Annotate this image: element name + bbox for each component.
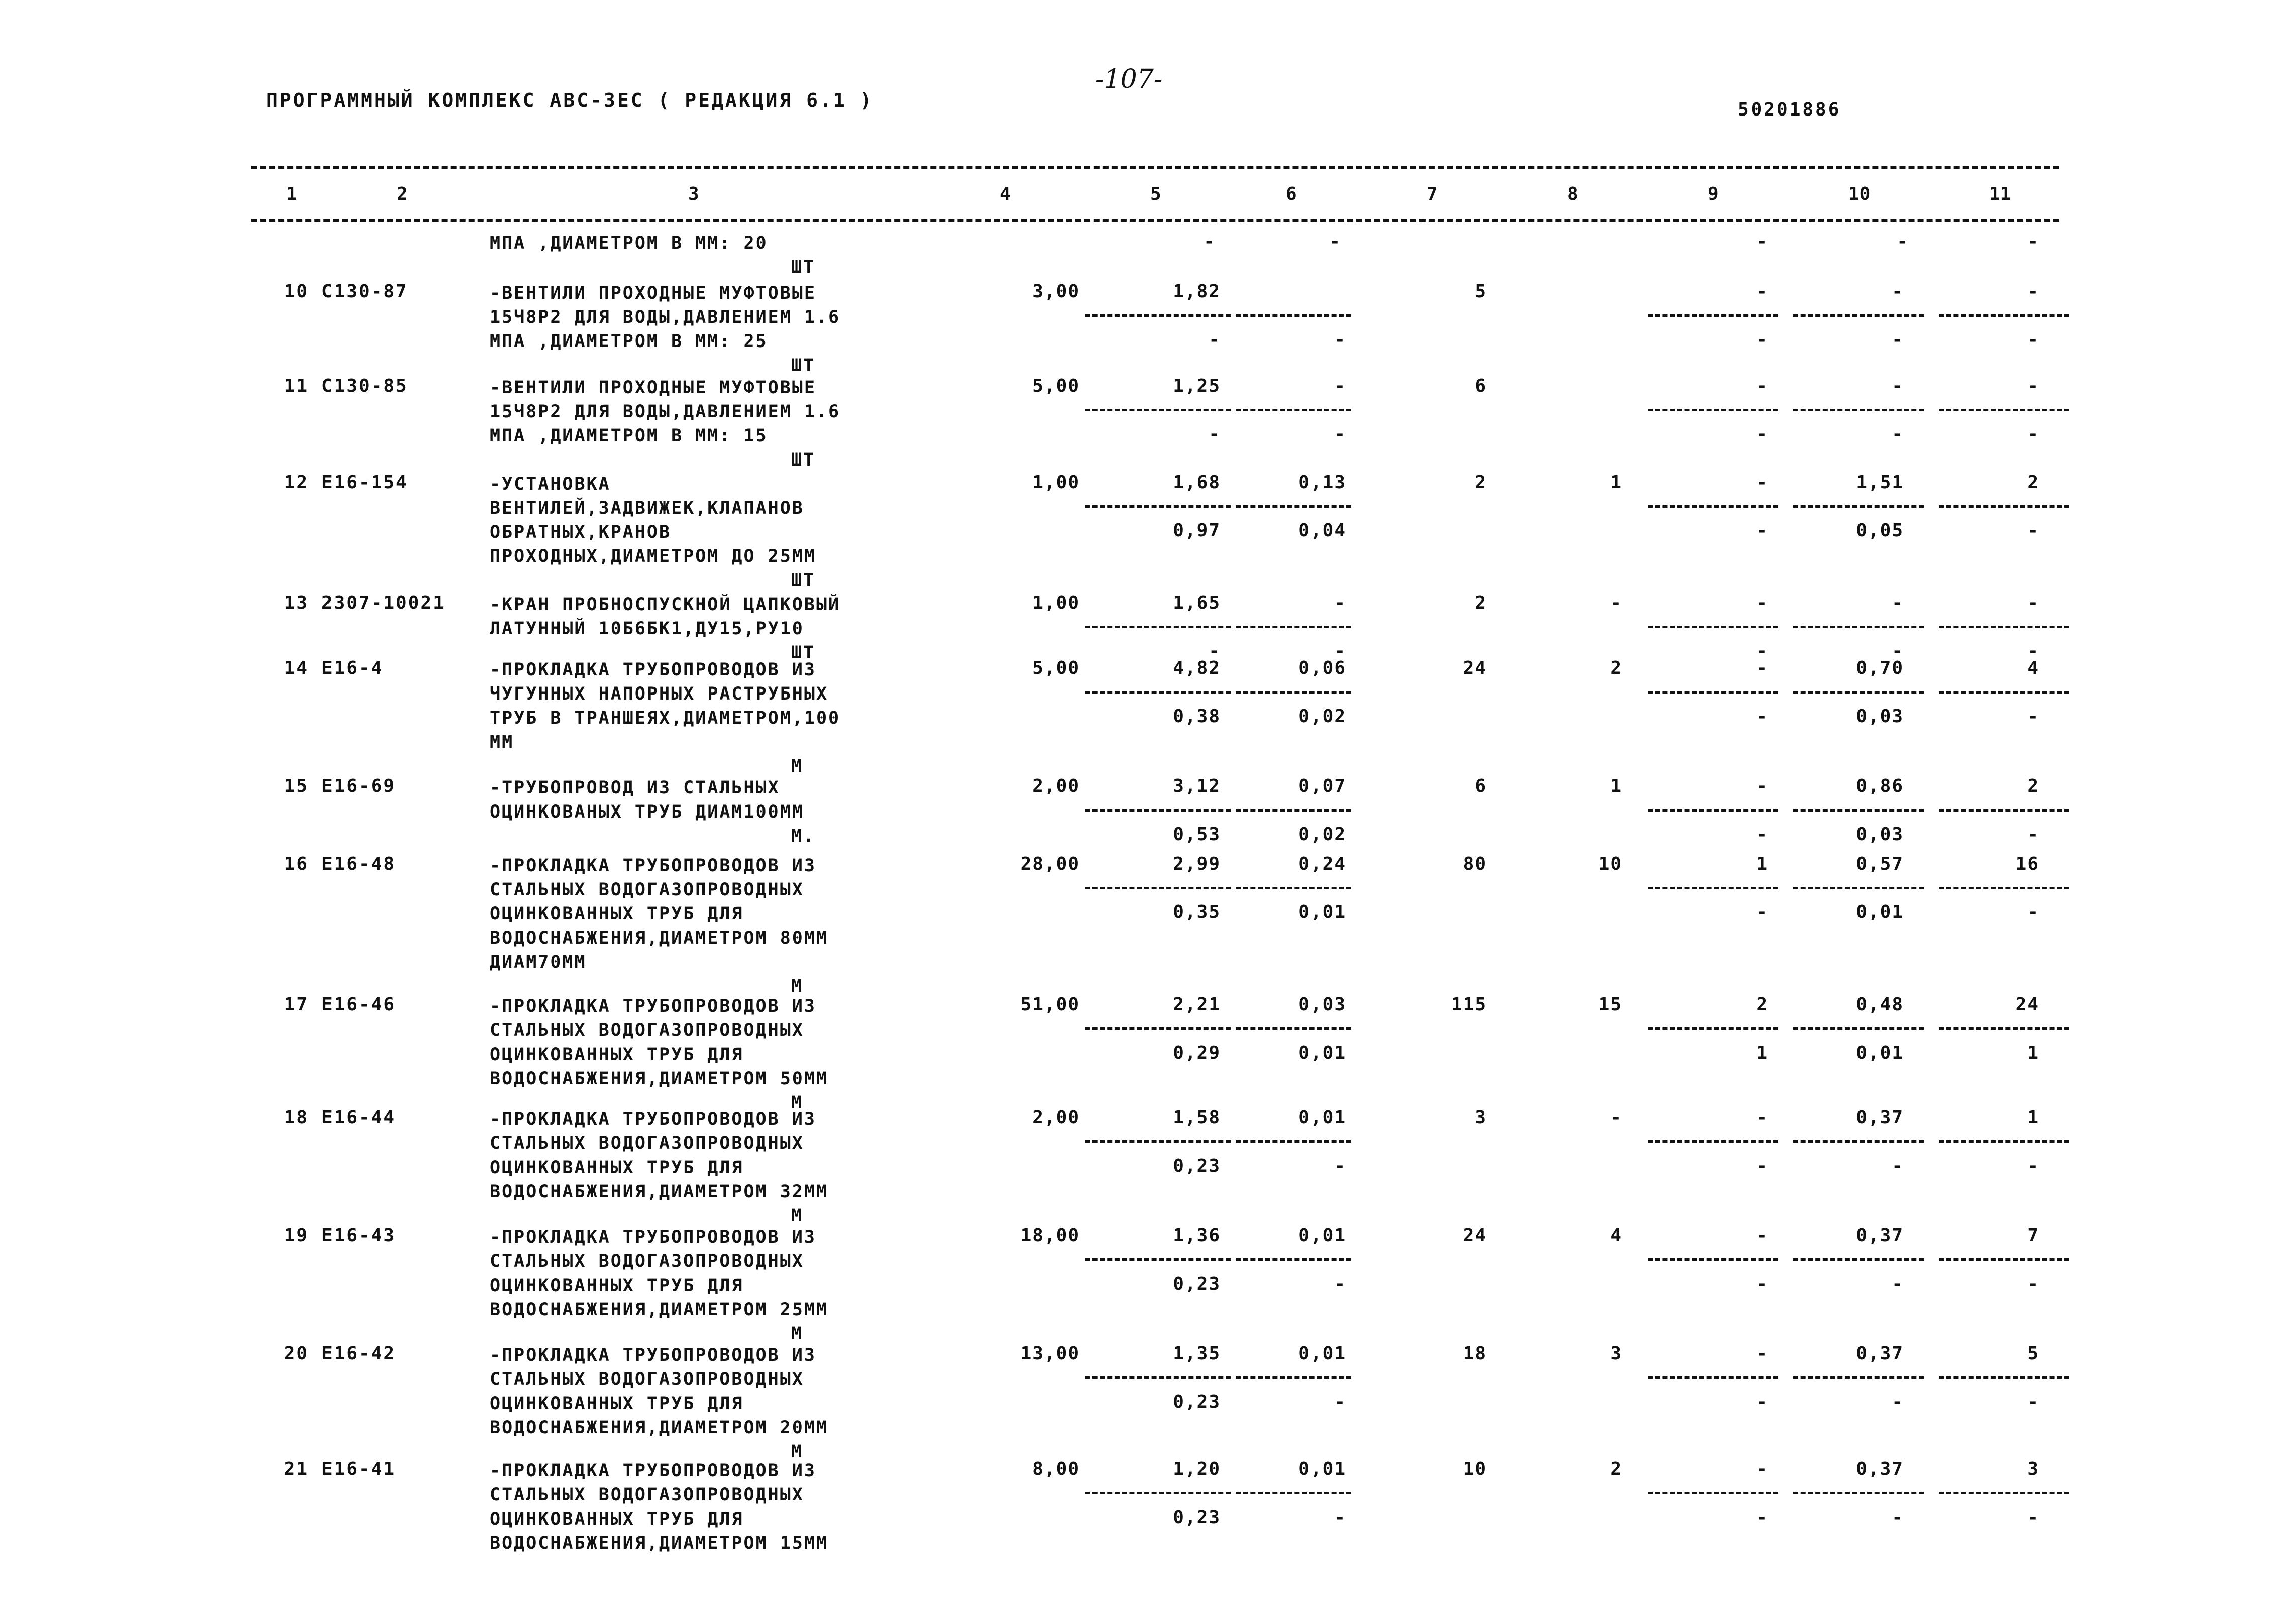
unit-cost-total: 1,65 [1173,593,1221,613]
continued-c9: - [1756,231,1768,252]
col9-upper: 1 [1756,854,1768,874]
wage-total: 1 [1610,776,1622,796]
wage-total: 15 [1598,994,1622,1015]
unit-cost-total: 3,12 [1173,776,1221,796]
col9-upper: - [1756,281,1768,302]
wage-total: 4 [1610,1225,1622,1246]
quantity: 18,00 [1020,1225,1080,1246]
work-description-text: -ПРОКЛАДКА ТРУБОПРОВОДОВ ИЗ СТАЛЬНЫХ ВОДОГАЗОПРОВОДНЫХ ОЦИНКОВАННЫХ ТРУБ ДЛЯ ВОДОСНАБЖЕНИЯ,ДИАМЕТРОМ 15ММ [490,1461,829,1553]
unit-cost-wage: - [1209,329,1221,350]
total-cost: 2 [1475,472,1487,493]
quantity: 5,00 [1032,658,1080,678]
col9-upper: - [1756,1459,1768,1479]
unit-cost-machine: 0,06 [1298,658,1346,678]
work-description-text: -ВЕНТИЛИ ПРОХОДНЫЕ МУФТОВЫЕ 15Ч8Р2 ДЛЯ ВОДЫ,ДАВЛЕНИЕМ 1.6 МПА ,ДИАМЕТРОМ В ММ: 25 [490,283,841,352]
unit-cost-machine: 0,03 [1298,994,1346,1015]
value-separator [1939,809,2069,812]
col9-lower: - [1756,824,1768,845]
labor-per-unit: - [1892,281,1904,302]
col-header-9: 9 [1708,184,1719,204]
col9-lower: - [1756,520,1768,541]
value-separator [1793,809,1924,812]
unit-cost-total: 2,99 [1173,854,1221,874]
unit-of-measure: М [791,976,804,996]
value-separator [1793,1027,1924,1030]
labor-per-unit-lower: - [1892,641,1904,661]
top-rule [251,166,2059,169]
value-separator [1085,1258,1231,1261]
col9-upper: - [1756,1343,1768,1364]
total-cost: 2 [1475,593,1487,613]
work-description-text: -КРАН ПРОБНОСПУСКНОЙ ЦАПКОВЫЙ ЛАТУННЫЙ 10Б6БК1,ДУ15,РУ10 [490,595,841,639]
value-separator [1085,314,1231,317]
wage-total: 3 [1610,1343,1622,1364]
unit-cost-machine-wage: - [1334,1274,1346,1294]
value-separator [1236,1492,1351,1494]
labor-total-lower: - [2027,424,2039,444]
col-header-2: 2 [397,184,408,204]
value-separator [1648,505,1778,508]
work-description-text: -ПРОКЛАДКА ТРУБОПРОВОДОВ ИЗ СТАЛЬНЫХ ВОДОГАЗОПРОВОДНЫХ ОЦИНКОВАННЫХ ТРУБ ДЛЯ ВОДОСНАБЖЕНИЯ,ДИАМЕТРОМ 32ММ [490,1109,829,1202]
unit-of-measure: ШТ [791,356,816,376]
labor-total-lower: 1 [2027,1043,2039,1063]
unit-cost-machine-wage: 0,02 [1298,706,1346,727]
unit-cost-machine-wage: - [1334,424,1346,444]
row-number: 21 [284,1459,309,1479]
work-description-text: -ПРОКЛАДКА ТРУБОПРОВОДОВ ИЗ СТАЛЬНЫХ ВОДОГАЗОПРОВОДНЫХ ОЦИНКОВАННЫХ ТРУБ ДЛЯ ВОДОСНАБЖЕНИЯ,ДИАМЕТРОМ 50ММ [490,996,829,1089]
total-cost: 24 [1463,1225,1487,1246]
work-description [490,1107,828,1228]
value-separator [1793,1258,1924,1261]
unit-cost-machine-wage: 0,02 [1298,824,1346,845]
value-separator [1939,1376,2069,1379]
value-separator [1793,314,1924,317]
unit-cost-wage: 0,38 [1173,706,1221,727]
labor-per-unit-lower: - [1892,1392,1904,1412]
total-cost: 5 [1475,281,1487,302]
unit-cost-wage: 0,29 [1173,1043,1221,1063]
unit-cost-total: 1,82 [1173,281,1221,302]
labor-per-unit: - [1892,376,1904,396]
total-cost: 6 [1475,376,1487,396]
value-separator [1939,1492,2069,1494]
unit-of-measure: М [791,1206,804,1226]
labor-per-unit: 0,37 [1856,1343,1904,1364]
rate-code: Е16-44 [321,1107,396,1128]
unit-cost-machine: 0,24 [1298,854,1346,874]
rate-code: Е16-154 [321,472,408,493]
labor-total-lower: - [2027,706,2039,727]
quantity: 13,00 [1020,1343,1080,1364]
total-cost: 3 [1475,1107,1487,1128]
work-description-text: -ПРОКЛАДКА ТРУБОПРОВОДОВ ИЗ СТАЛЬНЫХ ВОДОГАЗОПРОВОДНЫХ ОЦИНКОВАННЫХ ТРУБ ДЛЯ ВОДОСНАБЖЕНИЯ,ДИАМЕТРОМ 80ММ ДИАМ70ММ [490,856,829,972]
unit-cost-total: 1,25 [1173,376,1221,396]
continued-c11: - [2027,231,2039,252]
col9-upper: - [1756,1107,1768,1128]
unit-of-measure: М [791,756,804,776]
total-cost: 115 [1451,994,1487,1015]
labor-per-unit: 0,37 [1856,1107,1904,1128]
unit-cost-machine-wage: - [1334,329,1346,350]
row-number: 16 [284,854,309,874]
value-separator [1939,691,2069,694]
labor-per-unit-lower: 0,01 [1856,1043,1904,1063]
total-cost: 18 [1463,1343,1487,1364]
total-cost: 6 [1475,776,1487,796]
unit-cost-wage: 0,23 [1173,1507,1221,1528]
unit-cost-wage: 0,35 [1173,902,1221,922]
work-description [490,994,828,1115]
col9-upper: - [1756,376,1768,396]
labor-total-lower: - [2027,329,2039,350]
rate-code: Е16-46 [321,994,396,1015]
unit-cost-machine-wage: 0,01 [1298,1043,1346,1063]
value-separator [1648,1140,1778,1143]
col-header-7: 7 [1427,184,1438,204]
unit-cost-machine: 0,01 [1298,1107,1346,1128]
value-separator [1085,1140,1231,1143]
value-separator [1085,887,1231,889]
value-separator [1793,626,1924,628]
row-number: 17 [284,994,309,1015]
value-separator [1793,691,1924,694]
labor-total: 4 [2027,658,2039,678]
labor-total: 16 [2015,854,2039,874]
value-separator [1648,1492,1778,1494]
unit-cost-machine-wage: - [1334,1392,1346,1412]
wage-total: 2 [1610,658,1622,678]
quantity: 2,00 [1032,1107,1080,1128]
value-separator [1236,409,1351,411]
work-description-text: -ПРОКЛАДКА ТРУБОПРОВОДОВ ИЗ СТАЛЬНЫХ ВОДОГАЗОПРОВОДНЫХ ОЦИНКОВАННЫХ ТРУБ ДЛЯ ВОДОСНАБЖЕНИЯ,ДИАМЕТРОМ 20ММ [490,1345,829,1438]
labor-total-lower: - [2027,1507,2039,1528]
row-number: 15 [284,776,309,796]
labor-per-unit: 0,37 [1856,1459,1904,1479]
unit-cost-total: 1,20 [1173,1459,1221,1479]
unit-cost-total: 1,35 [1173,1343,1221,1364]
quantity: 51,00 [1020,994,1080,1015]
column-header-row [0,184,2296,214]
unit-of-measure: М. [791,826,816,846]
value-separator [1085,1376,1231,1379]
labor-total-lower: - [2027,1274,2039,1294]
row-number: 10 [284,281,309,302]
value-separator [1648,626,1778,628]
unit-cost-wage: 0,23 [1173,1274,1221,1294]
labor-total: - [2027,376,2039,396]
quantity: 2,00 [1032,776,1080,796]
col9-lower: - [1756,706,1768,727]
row-number: 19 [284,1225,309,1246]
value-separator [1648,887,1778,889]
labor-per-unit: 0,48 [1856,994,1904,1015]
quantity: 8,00 [1032,1459,1080,1479]
labor-per-unit: - [1892,593,1904,613]
value-separator [1939,887,2069,889]
row-number: 18 [284,1107,309,1128]
labor-per-unit-lower: - [1892,1507,1904,1528]
value-separator [1939,1140,2069,1143]
col9-lower: - [1756,1392,1768,1412]
rate-code: Е16-42 [321,1343,396,1364]
continued-unit: ШТ [791,257,816,277]
unit-of-measure: М [791,1093,804,1113]
rate-code: Е16-48 [321,854,396,874]
labor-total: 2 [2027,776,2039,796]
unit-of-measure: М [791,1324,804,1344]
work-description [490,1225,828,1346]
col-header-3: 3 [688,184,699,204]
labor-total-lower: - [2027,1156,2039,1176]
labor-per-unit-lower: - [1892,1156,1904,1176]
work-description [490,376,840,472]
labor-per-unit-lower: 0,05 [1856,520,1904,541]
unit-cost-total: 4,82 [1173,658,1221,678]
labor-total: 7 [2027,1225,2039,1246]
col-header-11: 11 [1989,184,2011,204]
wage-total: - [1610,593,1622,613]
labor-per-unit-lower: - [1892,424,1904,444]
value-separator [1793,409,1924,411]
unit-cost-machine: 0,01 [1298,1225,1346,1246]
rate-code: Е16-4 [321,658,384,678]
value-separator [1939,626,2069,628]
total-cost: 80 [1463,854,1487,874]
value-separator [1085,409,1231,411]
unit-cost-machine: 0,01 [1298,1343,1346,1364]
value-separator [1648,314,1778,317]
work-description [490,281,840,378]
row-number: 20 [284,1343,309,1364]
value-separator [1648,1258,1778,1261]
wage-total: 1 [1610,472,1622,493]
unit-cost-wage: 0,97 [1173,520,1221,541]
labor-total: 5 [2027,1343,2039,1364]
unit-cost-machine: 0,13 [1298,472,1346,493]
labor-total: 1 [2027,1107,2039,1128]
labor-total-lower: - [2027,1392,2039,1412]
work-description [490,776,815,848]
unit-cost-machine-wage: - [1334,641,1346,661]
col9-upper: - [1756,593,1768,613]
value-separator [1793,1492,1924,1494]
col9-upper: 2 [1756,994,1768,1015]
value-separator [1236,505,1351,508]
labor-total: 3 [2027,1459,2039,1479]
work-description [490,1343,828,1464]
col9-lower: - [1756,1274,1768,1294]
program-title: ПРОГРАММНЫЙ КОМПЛЕКС АВС-3ЕС ( РЕДАКЦИЯ 6.1 ) [266,89,874,111]
labor-per-unit: 0,86 [1856,776,1904,796]
labor-per-unit: 0,57 [1856,854,1904,874]
document-number: 50201886 [1738,99,1841,120]
labor-per-unit-lower: 0,03 [1856,824,1904,845]
quantity: 5,00 [1032,376,1080,396]
col-header-6: 6 [1286,184,1297,204]
col9-lower: - [1756,329,1768,350]
work-description [490,593,840,665]
value-separator [1236,314,1351,317]
value-separator [1648,409,1778,411]
quantity: 1,00 [1032,593,1080,613]
unit-cost-machine-wage: 0,01 [1298,902,1346,922]
unit-cost-wage: 0,23 [1173,1392,1221,1412]
value-separator [1648,691,1778,694]
wage-total: - [1610,1107,1622,1128]
row-number: 12 [284,472,309,493]
value-separator [1085,626,1231,628]
value-separator [1236,809,1351,812]
unit-of-measure: М [791,1442,804,1462]
work-description [490,472,816,593]
quantity: 1,00 [1032,472,1080,493]
col-header-8: 8 [1567,184,1578,204]
continued-c10: - [1897,231,1909,252]
page-number: -107- [1095,64,1163,94]
labor-total-lower: - [2027,902,2039,922]
rate-code: С130-87 [321,281,408,302]
col9-lower: - [1756,902,1768,922]
unit-cost-machine-wage: - [1334,1156,1346,1176]
value-separator [1939,409,2069,411]
value-separator [1648,1027,1778,1030]
col9-lower: - [1756,424,1768,444]
row-number: 13 [284,593,309,613]
labor-total-lower: - [2027,824,2039,845]
unit-of-measure: ШТ [791,450,816,470]
value-separator [1648,1376,1778,1379]
labor-per-unit: 1,51 [1856,472,1904,493]
labor-per-unit-lower: - [1892,1274,1904,1294]
wage-total: 2 [1610,1459,1622,1479]
col-header-5: 5 [1150,184,1161,204]
labor-per-unit-lower: - [1892,329,1904,350]
unit-cost-machine: - [1334,593,1346,613]
value-separator [1939,1258,2069,1261]
value-separator [1939,314,2069,317]
col-header-1: 1 [286,184,297,204]
total-cost: 10 [1463,1459,1487,1479]
col-header-4: 4 [1000,184,1011,204]
col9-upper: - [1756,1225,1768,1246]
unit-cost-machine: 0,07 [1298,776,1346,796]
work-description-text: -ВЕНТИЛИ ПРОХОДНЫЕ МУФТОВЫЕ 15Ч8Р2 ДЛЯ ВОДЫ,ДАВЛЕНИЕМ 1.6 МПА ,ДИАМЕТРОМ В ММ: 15 [490,378,841,446]
col-header-10: 10 [1848,184,1871,204]
unit-cost-total: 1,68 [1173,472,1221,493]
unit-cost-total: 2,21 [1173,994,1221,1015]
labor-per-unit: 0,37 [1856,1225,1904,1246]
header-bottom-rule [251,219,2059,222]
value-separator [1648,809,1778,812]
unit-cost-total: 1,36 [1173,1225,1221,1246]
row-number: 11 [284,376,309,396]
unit-cost-machine-wage: - [1334,1507,1346,1528]
quantity: 3,00 [1032,281,1080,302]
rate-code: Е16-43 [321,1225,396,1246]
value-separator [1085,1492,1231,1494]
wage-total: 10 [1598,854,1622,874]
col9-lower: - [1756,1507,1768,1528]
value-separator [1939,1027,2069,1030]
value-separator [1085,1027,1231,1030]
continued-c5: - [1204,231,1216,252]
unit-cost-machine-wage: 0,04 [1298,520,1346,541]
value-separator [1236,691,1351,694]
continued-c6: - [1329,231,1341,252]
row-number: 14 [284,658,309,678]
col9-upper: - [1756,776,1768,796]
col9-lower: - [1756,641,1768,661]
unit-of-measure: ШТ [791,570,816,591]
unit-cost-machine: - [1334,376,1346,396]
unit-of-measure: ШТ [791,643,816,663]
value-separator [1236,1140,1351,1143]
work-description [490,1459,828,1555]
unit-cost-wage: 0,53 [1173,824,1221,845]
quantity: 28,00 [1020,854,1080,874]
rate-code: Е16-69 [321,776,396,796]
col9-upper: - [1756,472,1768,493]
rate-code: С130-85 [321,376,408,396]
unit-cost-wage: 0,23 [1173,1156,1221,1176]
work-description-text: -ТРУБОПРОВОД ИЗ СТАЛЬНЫХ ОЦИНКОВАНЫХ ТРУБ ДИАМ100ММ [490,778,804,822]
value-separator [1793,1376,1924,1379]
rate-code: Е16-41 [321,1459,396,1479]
value-separator [1236,887,1351,889]
continued-desc [490,231,815,279]
unit-cost-machine: 0,01 [1298,1459,1346,1479]
work-description [490,854,828,998]
labor-per-unit: 0,70 [1856,658,1904,678]
continued-desc-text: МПА ,ДИАМЕТРОМ В ММ: 20 [490,233,768,253]
work-description-text: -ПРОКЛАДКА ТРУБОПРОВОДОВ ИЗ СТАЛЬНЫХ ВОДОГАЗОПРОВОДНЫХ ОЦИНКОВАННЫХ ТРУБ ДЛЯ ВОДОСНАБЖЕНИЯ,ДИАМЕТРОМ 25ММ [490,1227,829,1320]
work-description [490,658,840,778]
col9-lower: - [1756,1156,1768,1176]
labor-total: 2 [2027,472,2039,493]
value-separator [1793,1140,1924,1143]
labor-total-lower: - [2027,641,2039,661]
work-description-text: -УСТАНОВКА ВЕНТИЛЕЙ,ЗАДВИЖЕК,КЛАПАНОВ ОБРАТНЫХ,КРАНОВ ПРОХОДНЫХ,ДИАМЕТРОМ ДО 25ММ [490,474,816,566]
value-separator [1085,505,1231,508]
value-separator [1793,887,1924,889]
value-separator [1236,1258,1351,1261]
labor-total: - [2027,281,2039,302]
unit-cost-total: 1,58 [1173,1107,1221,1128]
value-separator [1085,809,1231,812]
col9-lower: 1 [1756,1043,1768,1063]
total-cost: 24 [1463,658,1487,678]
col9-upper: - [1756,658,1768,678]
labor-per-unit-lower: 0,01 [1856,902,1904,922]
value-separator [1236,1027,1351,1030]
rate-code: 2307-10021 [321,593,446,613]
value-separator [1236,1376,1351,1379]
value-separator [1939,505,2069,508]
labor-total: - [2027,593,2039,613]
labor-per-unit-lower: 0,03 [1856,706,1904,727]
value-separator [1085,691,1231,694]
work-description-text: -ПРОКЛАДКА ТРУБОПРОВОДОВ ИЗ ЧУГУННЫХ НАПОРНЫХ РАСТРУБНЫХ ТРУБ В ТРАНШЕЯХ,ДИАМЕТРОМ,100 ММ [490,660,841,752]
unit-cost-wage: - [1209,641,1221,661]
labor-total: 24 [2015,994,2039,1015]
value-separator [1236,626,1351,628]
labor-total-lower: - [2027,520,2039,541]
unit-cost-wage: - [1209,424,1221,444]
value-separator [1793,505,1924,508]
